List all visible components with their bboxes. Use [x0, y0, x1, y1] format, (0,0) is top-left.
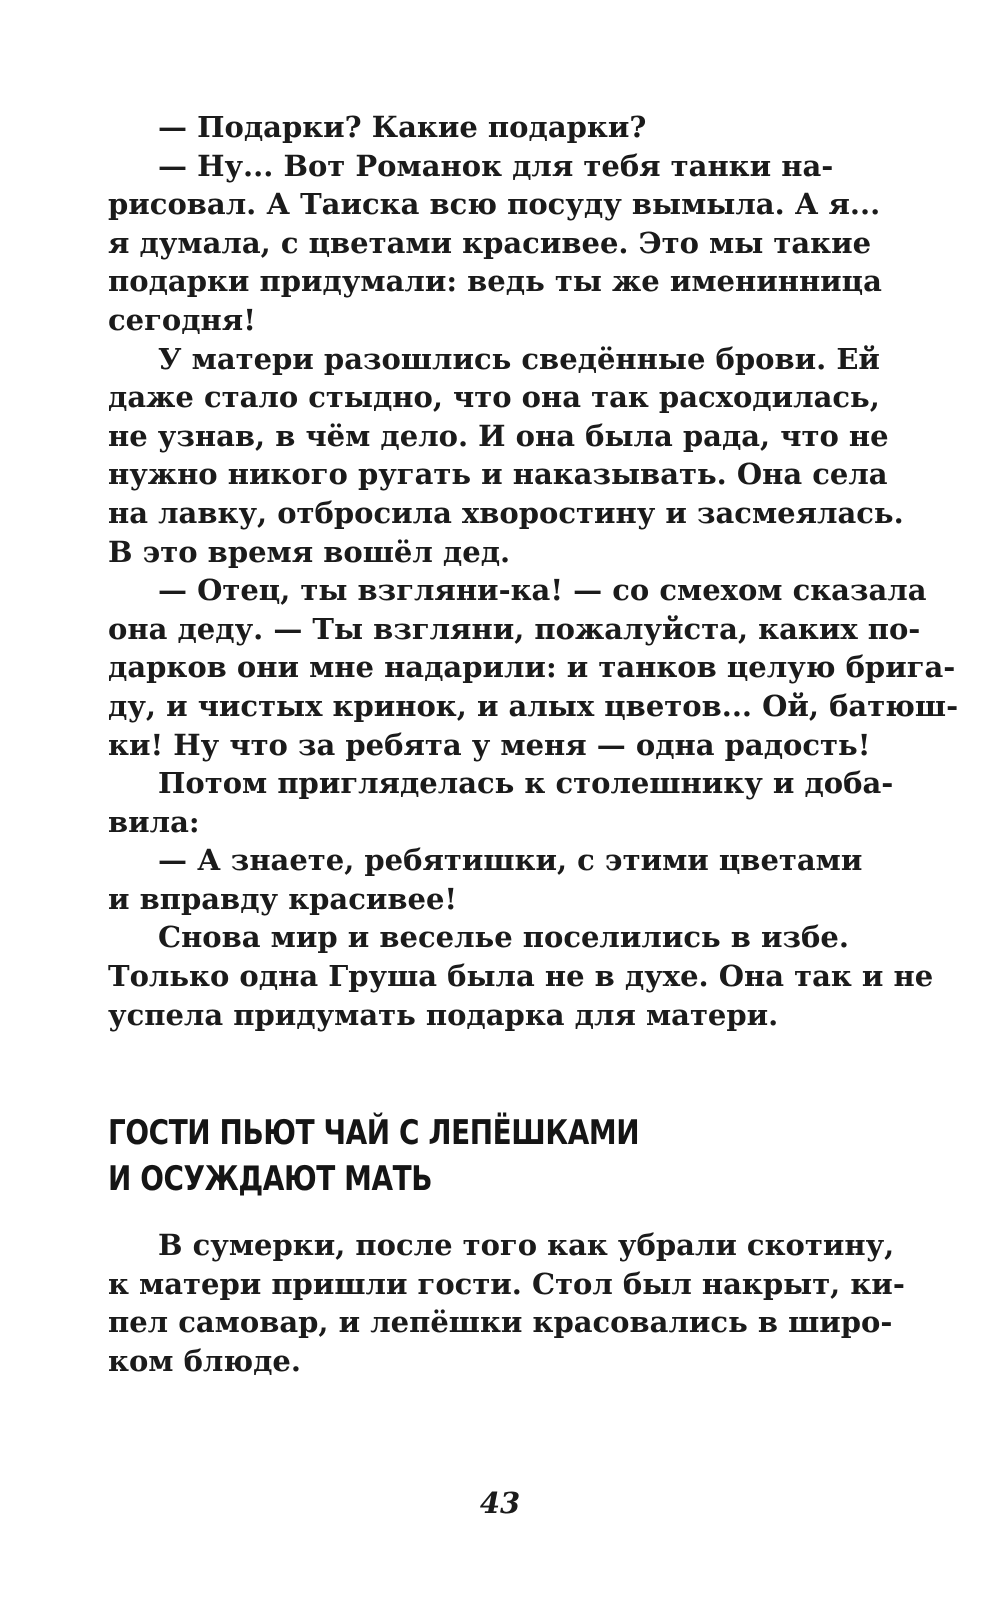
text-line: дарков они мне надарили: и танков целую брига-: [108, 650, 956, 685]
text-line: В сумерки, после того как убрали скотину,: [158, 1228, 895, 1263]
paragraph-mother-laughs: [108, 340, 904, 572]
text-line: нужно никого ругать и наказывать. Она села: [108, 457, 888, 492]
chapter-title-line: ГОСТИ ПЬЮТ ЧАЙ С ЛЕПЁШКАМИ: [108, 1113, 640, 1154]
text-line: — Ну... Вот Романок для тебя танки на-: [158, 148, 834, 183]
text-line: рисовал. А Таиска всю посуду вымыла. А я...: [108, 187, 881, 222]
text-line: ком блюде.: [108, 1344, 301, 1379]
paragraph-guests: [108, 1226, 905, 1380]
page-number: 43: [479, 1486, 521, 1520]
text-line: — А знаете, ребятишки, с этими цветами: [158, 843, 863, 878]
paragraph-father-look: [108, 571, 959, 764]
text-line: пел самовар, и лепёшки красовались в широ-: [108, 1305, 893, 1340]
text-line: В это время вошёл дед.: [108, 534, 511, 569]
paragraph-peace: [108, 918, 934, 1034]
text-line: — Отец, ты взгляни-ка! — со смехом сказала: [158, 573, 927, 608]
text-line: даже стало стыдно, что она так расходилась,: [108, 380, 880, 415]
text-line: ду, и чистых кринок, и алых цветов... Ой, батюш-: [108, 688, 959, 723]
text-line: она деду. — Ты взгляни, пожалуйста, каких по-: [108, 611, 921, 646]
text-line: сегодня!: [108, 302, 256, 337]
text-line: я думала, с цветами красивее. Это мы такие: [108, 225, 872, 260]
text-line: Только одна Груша была не в духе. Она так и не: [108, 959, 934, 994]
paragraph-gifts-answer: [108, 147, 882, 340]
paragraph-tablecloth: [108, 764, 894, 841]
text-line: ки! Ну что за ребята у меня — одна радость!: [108, 727, 871, 762]
text-line: вила:: [108, 804, 200, 839]
book-page-body: [108, 108, 959, 1381]
text-line: не узнав, в чём дело. И она была рада, что не: [108, 418, 889, 453]
paragraph-gifts-question: [108, 108, 816, 147]
text-line: успела придумать подарка для матери.: [108, 997, 779, 1032]
text-line: Потом пригляделась к столешнику и доба-: [158, 766, 894, 801]
chapter-title-line: И ОСУЖДАЮТ МАТЬ: [108, 1159, 433, 1200]
text-line: на лавку, отбросила хворостину и засмеялась.: [108, 495, 904, 530]
text-line: Снова мир и веселье поселились в избе.: [158, 920, 849, 955]
chapter-title: [108, 1110, 689, 1202]
text-line: к матери пришли гости. Стол был накрыт, ки-: [108, 1266, 905, 1301]
text-line: подарки придумали: ведь ты же именинница: [108, 264, 882, 299]
text-line: — Подарки? Какие подарки?: [158, 110, 647, 144]
paragraph-prettier: [108, 841, 863, 918]
text-line: У матери разошлись сведённые брови. Ей: [158, 341, 880, 376]
text-line: и вправду красивее!: [108, 881, 458, 916]
